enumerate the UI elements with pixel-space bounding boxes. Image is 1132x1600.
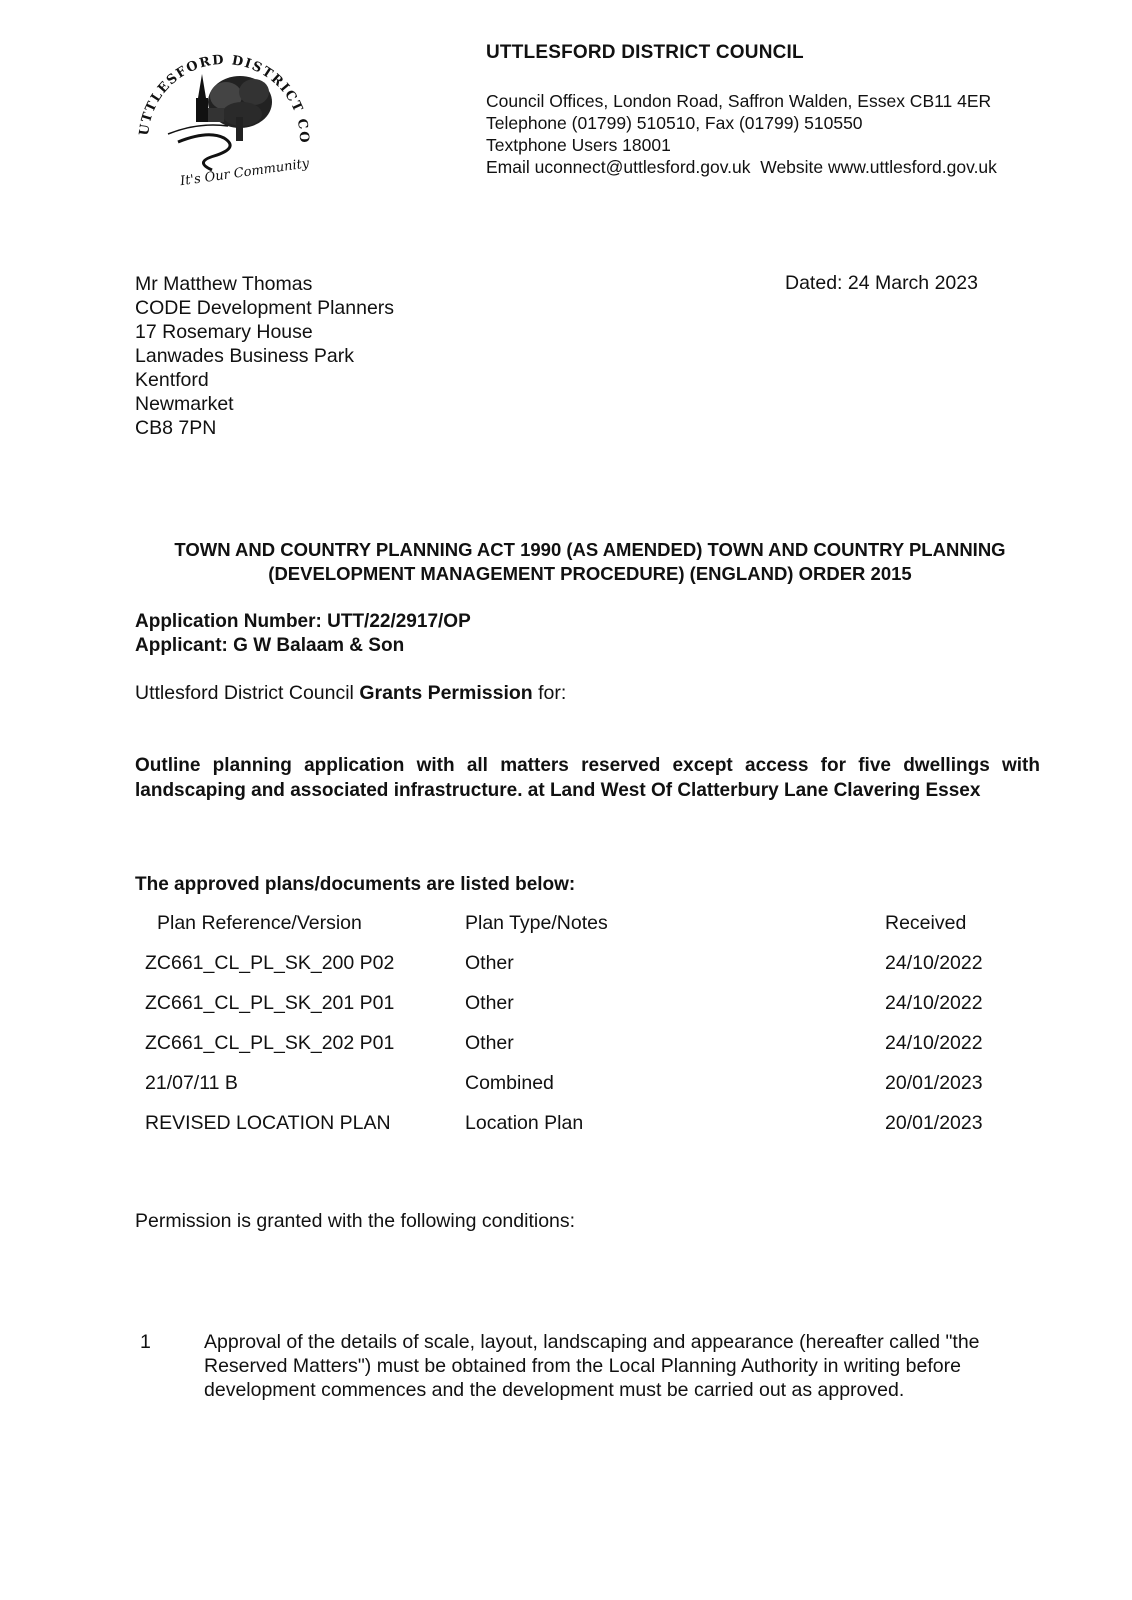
- column-header: Plan Reference/Version: [157, 912, 362, 934]
- grant-decision: Grants Permission: [359, 682, 533, 704]
- plan-reference: ZC661_CL_PL_SK_201 P01: [145, 992, 395, 1014]
- council-crest-icon: [128, 22, 320, 192]
- council-header: [486, 42, 1106, 178]
- plan-received: 24/10/2022: [885, 1032, 983, 1054]
- plan-received: 20/01/2023: [885, 1112, 983, 1134]
- contact-line: Telephone (01799) 510510, Fax (01799) 510550: [486, 113, 863, 133]
- plan-reference: REVISED LOCATION PLAN: [145, 1112, 391, 1134]
- act-heading: TOWN AND COUNTRY PLANNING ACT 1990 (AS AMENDED) TOWN AND COUNTRY PLANNING (DEVELOPMENT MANAGEMENT PROCEDURE) (ENGLAND) ORDER 2015: [174, 539, 1006, 584]
- address-line: Lanwades Business Park: [135, 345, 354, 367]
- applicant: Applicant: G W Balaam & Son: [135, 635, 405, 656]
- condition-number: 1: [140, 1331, 151, 1353]
- plan-received: 20/01/2023: [885, 1072, 983, 1094]
- condition-text: Approval of the details of scale, layout, landscaping and appearance (hereafter called "the Reserved Matters") must be obtained from the Local Planning Authority in writing before development commences and the development must be carried out as approved.: [204, 1331, 980, 1401]
- table-row: [135, 992, 1035, 1032]
- plan-type: Combined: [465, 1072, 554, 1094]
- plans-heading: The approved plans/documents are listed below:: [135, 874, 576, 895]
- plan-type: Location Plan: [465, 1112, 584, 1134]
- address-line: Newmarket: [135, 393, 234, 415]
- grant-prefix: Uttlesford District Council: [135, 682, 360, 704]
- contact-line: Council Offices, London Road, Saffron Walden, Essex CB11 4ER: [486, 91, 992, 111]
- council-logo: [128, 22, 320, 192]
- plan-received: 24/10/2022: [885, 952, 983, 974]
- plan-type: Other: [465, 1032, 514, 1054]
- address-line: CODE Development Planners: [135, 297, 395, 319]
- table-header-row: [135, 912, 1035, 952]
- column-header: Received: [885, 912, 967, 934]
- recipient-address: [135, 272, 394, 440]
- development-description: Outline planning application with all matters reserved except access for five dwellings with landscaping and associated infrastructure. at Land West Of Clatterbury Lane Clavering Essex: [135, 755, 1040, 801]
- table-row: [135, 952, 1035, 992]
- plan-received: 24/10/2022: [885, 992, 983, 1014]
- contact-line: Textphone Users 18001: [486, 135, 671, 155]
- plan-reference: ZC661_CL_PL_SK_202 P01: [145, 1032, 395, 1054]
- table-row: [135, 1112, 1035, 1152]
- contact-line: Email uconnect@uttlesford.gov.uk Website www.uttlesford.gov.uk: [486, 157, 997, 177]
- address-line: Kentford: [135, 369, 209, 391]
- grant-statement: [135, 682, 566, 705]
- logo-motto: It's Our Community: [179, 156, 311, 190]
- grant-suffix: for:: [532, 682, 567, 704]
- application-details: [135, 610, 471, 658]
- table-row: [135, 1072, 1035, 1112]
- conditions-intro: Permission is granted with the following conditions:: [135, 1210, 576, 1232]
- road-illustration: [178, 135, 230, 170]
- recipient-name: Mr Matthew Thomas: [135, 273, 313, 295]
- address-line: 17 Rosemary House: [135, 321, 313, 343]
- plan-reference: ZC661_CL_PL_SK_200 P02: [145, 952, 395, 974]
- table-row: [135, 1032, 1035, 1072]
- council-name: UTTLESFORD DISTRICT COUNCIL: [486, 42, 804, 63]
- application-number: Application Number: UTT/22/2917/OP: [135, 611, 471, 632]
- plans-table: [135, 912, 1035, 1152]
- letter-date: Dated: 24 March 2023: [785, 272, 978, 294]
- plan-type: Other: [465, 952, 514, 974]
- plan-reference: 21/07/11 B: [145, 1072, 238, 1094]
- column-header: Plan Type/Notes: [465, 912, 608, 934]
- logo-arc-text: UTTLESFORD DISTRICT CO: [136, 52, 312, 145]
- plan-type: Other: [465, 992, 514, 1014]
- address-line: CB8 7PN: [135, 417, 217, 439]
